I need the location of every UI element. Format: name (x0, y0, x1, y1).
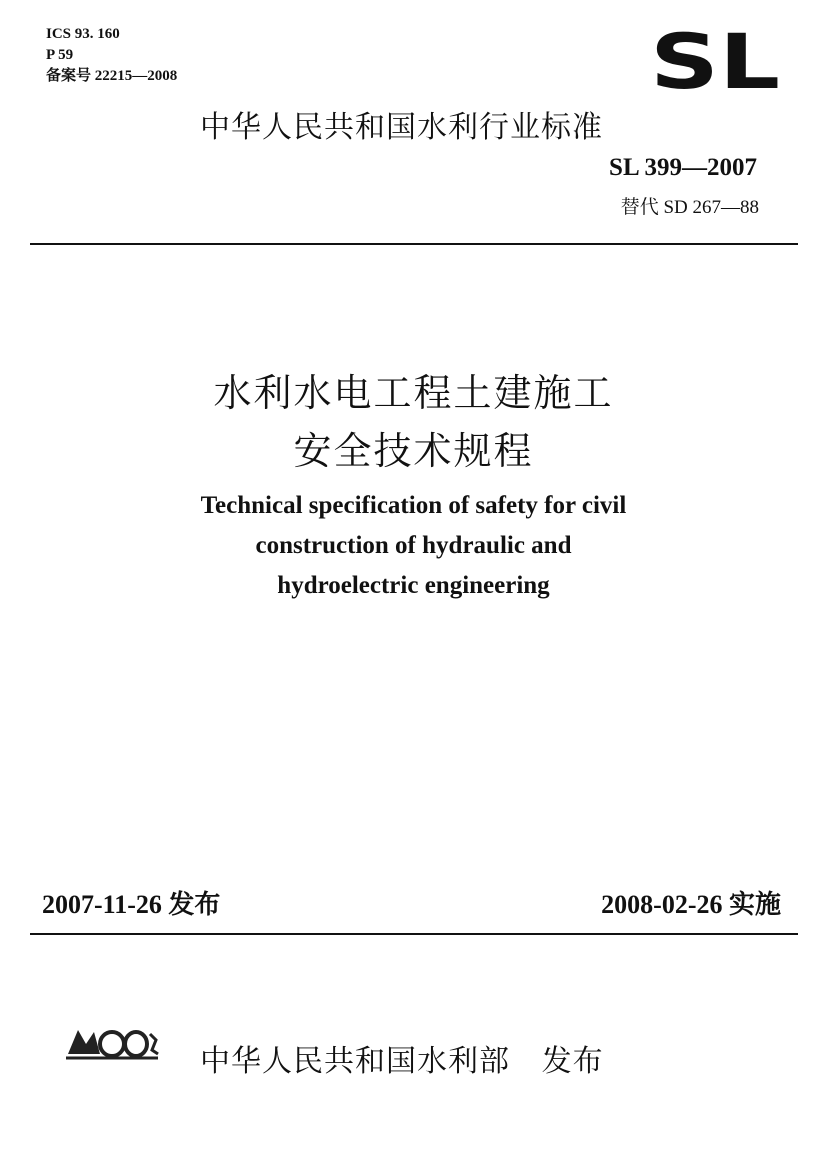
industry-standard-title: 中华人民共和国水利行业标准 (200, 110, 603, 145)
top-divider (30, 243, 798, 245)
document-title-cn-line2: 安全技术规程 (293, 429, 534, 473)
ics-code: ICS 93. 160 (46, 26, 120, 42)
document-title-en-line2: construction of hydraulic and (255, 532, 572, 559)
document-title-cn-line1: 水利水电工程土建施工 (213, 371, 614, 415)
standard-code: SL 399—2007 (609, 154, 757, 181)
document-title-en-line1: Technical specification of safety for civil (200, 492, 627, 519)
filing-number: 备案号 22215—2008 (46, 68, 178, 84)
bottom-divider (30, 933, 798, 935)
sl-logo-graphic (650, 28, 782, 94)
issue-date: 2007-11-26 发布 (42, 890, 221, 919)
publisher: 中华人民共和国水利部 发布 (200, 1044, 604, 1079)
implementation-date: 2008-02-26 实施 (601, 890, 781, 919)
classification-block (46, 24, 177, 87)
replaces-standard: 替代 SD 267—88 (620, 197, 759, 218)
ministry-emblem-icon (64, 1020, 160, 1068)
document-title-en-line3: hydroelectric engineering (277, 572, 550, 599)
sl-logo-text: SL (650, 28, 780, 94)
classification-code: P 59 (46, 47, 74, 63)
sl-logo (650, 28, 782, 98)
